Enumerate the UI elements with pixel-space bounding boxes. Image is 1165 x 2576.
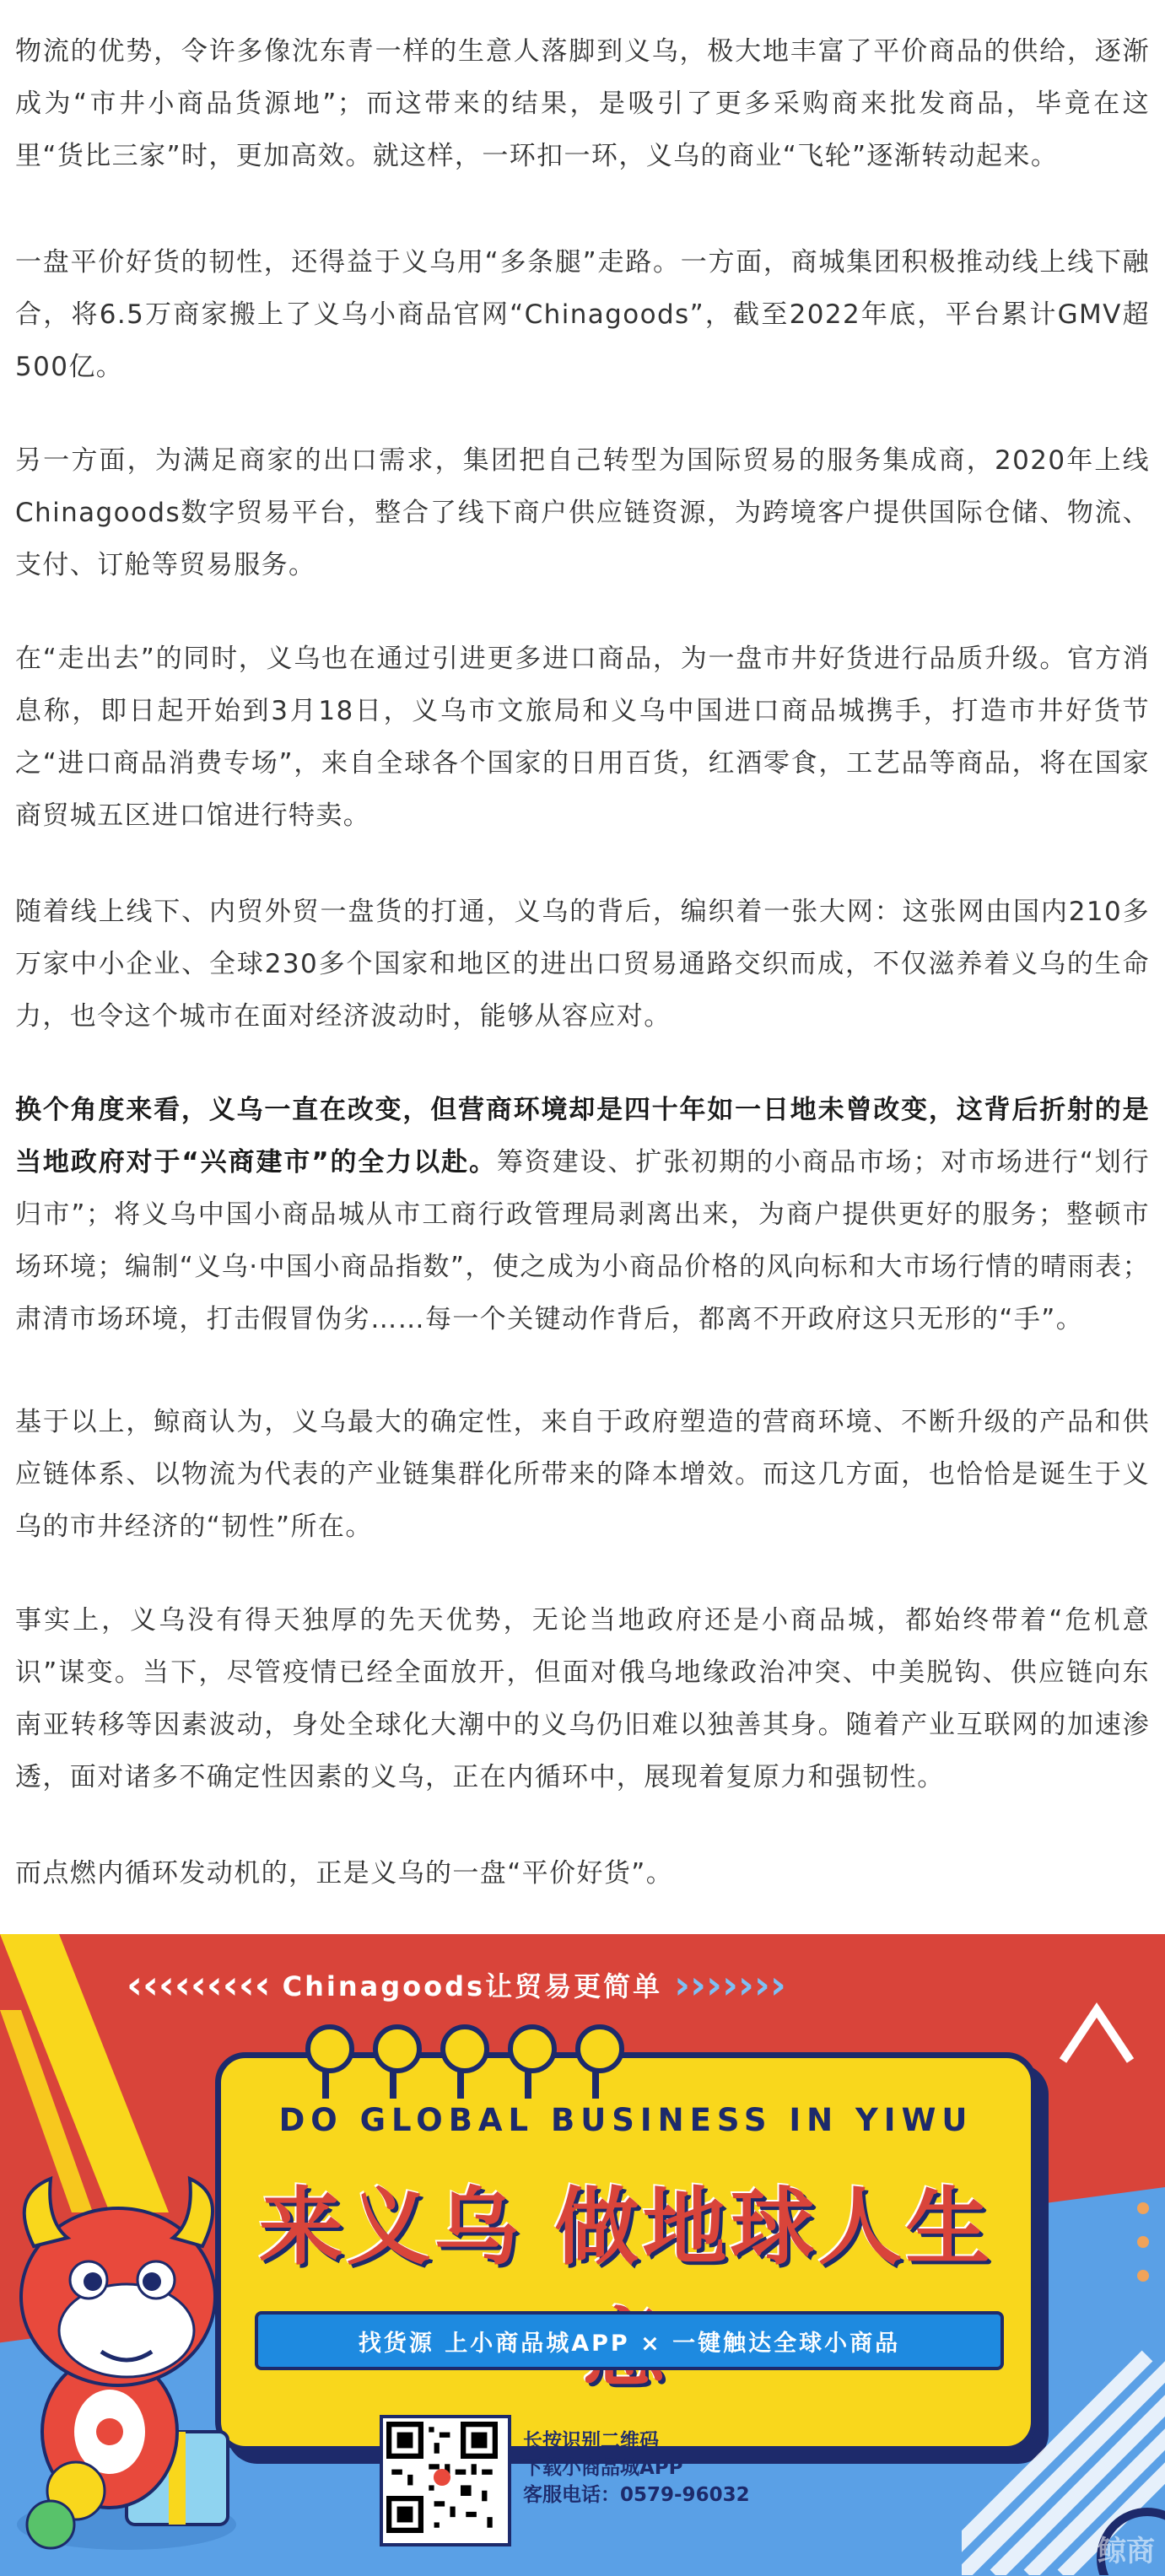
text-segment: 而点燃内循环发动机的，正是义乌的一盘“平价好货”。 bbox=[15, 1858, 674, 1889]
dots-decoration-icon bbox=[1130, 2196, 1156, 2297]
board-ring-icon bbox=[440, 2024, 489, 2073]
text-segment: 事实上，义乌没有得天独厚的先天优势，无论当地政府还是小商品城，都始终带着“危机意识”谋变。当下，尽管疫情已经全面放开，但面对俄乌地缘政治冲突、中美脱钩、供应链向东南亚转移等因素波动，身处全球化大潮中的义乌仍旧难以独善其身。随着产业互联网的加速渗透，面对诸多不确定性因素的义乌，正在内循环中，展现着复原力和强韧性。 bbox=[15, 1605, 1150, 1792]
paragraph bbox=[15, 1084, 1150, 1345]
app-promo-strip bbox=[255, 2311, 1004, 2370]
text-segment: 在“走出去”的同时，义乌也在通过引进更多进口商品，为一盘市井好货进行品质升级。官方消息称，即日起开始到3月18日，义乌市文旅局和义乌中国进口商品城携手，打造市井好货节之“进口商品消费专场”，来自全球各个国家的日用百货，红酒零食，工艺品等商品，将在国家商贸城五区进口馆进行特卖。 bbox=[15, 644, 1150, 831]
qr-instruction: 长按识别二维码 bbox=[523, 2430, 659, 2452]
board-ring-icon bbox=[305, 2024, 354, 2073]
text-segment: 基于以上，鲸商认为，义乌最大的确定性，来自于政府塑造的营商环境、不断升级的产品和供应链体系、以物流为代表的产业链集群化所带来的降本增效。而这几方面，也恰恰是诞生于义乌的市井经济的“韧性”所在。 bbox=[15, 1407, 1150, 1542]
text-segment: 另一方面，为满足商家的出口需求，集团把自己转型为国际贸易的服务集成商，2020年上线Chinagoods数字贸易平台，整合了线下商户供应链资源，为跨境客户提供国际仓储、物流、支付、订舱等贸易服务。 bbox=[15, 445, 1150, 580]
chinagoods-promo-banner bbox=[0, 1934, 1165, 2576]
service-phone: 客服电话：0579-96032 bbox=[523, 2484, 750, 2506]
paragraph bbox=[15, 1594, 1150, 1803]
text-segment: 物流的优势，令许多像沈东青一样的生意人落脚到义乌，极大地丰富了平价商品的供给，逐渐成为“市井小商品货源地”；而这带来的结果，是吸引了更多采购商来批发商品，毕竟在这里“货比三家”时，更加高效。就这样，一环扣一环，义乌的商业“飞轮”逐渐转动起来。 bbox=[15, 36, 1150, 171]
headline-english: DO GLOBAL BUSINESS IN YIWU bbox=[278, 2102, 974, 2138]
paragraph bbox=[15, 633, 1150, 842]
paragraph bbox=[15, 1847, 1150, 1900]
board-ring-icon bbox=[575, 2024, 624, 2073]
slogan-text: Chinagoods让贸易更简单 bbox=[282, 1970, 663, 2002]
bold-text: 换个角度来看，义乌一直在改变，但营商环境却是四十年如一日地未曾改变，这背后折射的是当地政府对于“兴商建市”的全力以赴。 bbox=[15, 1095, 1150, 1178]
paragraph bbox=[15, 886, 1150, 1043]
paragraph bbox=[15, 434, 1150, 591]
qr-info bbox=[523, 2428, 750, 2509]
ox-mascot-illustration bbox=[0, 2153, 278, 2558]
paragraph bbox=[15, 236, 1150, 393]
paragraph bbox=[15, 25, 1150, 182]
text-segment: 一盘平价好货的韧性，还得益于义乌用“多条腿”走路。一方面，商城集团积极推动线上线下融合，将6.5万商家搬上了义乌小商品官网“Chinagoods”，截至2022年底，平台累计GMV超500亿。 bbox=[15, 247, 1150, 382]
headline-chinese: 来义乌 做地球人生 bbox=[258, 2178, 994, 2277]
watermark: 鲸商 bbox=[1098, 2535, 1155, 2568]
board-ring-icon bbox=[508, 2024, 557, 2073]
headline-board bbox=[215, 2052, 1037, 2452]
qr-code[interactable] bbox=[380, 2415, 511, 2546]
slogan-row bbox=[127, 1959, 1054, 2010]
text-segment: 随着线上线下、内贸外贸一盘货的打通，义乌的背后，编织着一张大网：这张网由国内210多万家中小企业、全球230多个国家和地区的进出口贸易通路交织而成，不仅滋养着义乌的生命力，也令这个城市在面对经济波动时，能够从容应对。 bbox=[15, 897, 1150, 1032]
text-segment: 筹资建设、扩张初期的小商品市场；对市场进行“划行归市”；将义乌中国小商品城从市工商行政管理局剥离出来，为商户提供更好的服务；整顿市场环境；编制“义乌·中国小商品指数”，使之成为小商品价格的风向标和大市场行情的晴雨表；肃清市场环境，打击假冒伪劣……每一个关键动作背后，都离不开政府这只无形的“手”。 bbox=[15, 1147, 1150, 1334]
chevron-right-icon: ››››››› bbox=[674, 1962, 786, 2007]
qr-code-icon bbox=[386, 2422, 498, 2533]
double-chevron-icon bbox=[1054, 2002, 1147, 2069]
chevron-left-icon: ‹‹‹‹‹‹‹‹‹ bbox=[127, 1962, 271, 2007]
app-promo-text: 找货源 上小商品城APP × 一键触达全球小商品 bbox=[358, 2330, 901, 2357]
board-ring-icon bbox=[373, 2024, 422, 2073]
download-app-text: 下载小商品城APP bbox=[523, 2457, 683, 2479]
paragraph bbox=[15, 1396, 1150, 1553]
